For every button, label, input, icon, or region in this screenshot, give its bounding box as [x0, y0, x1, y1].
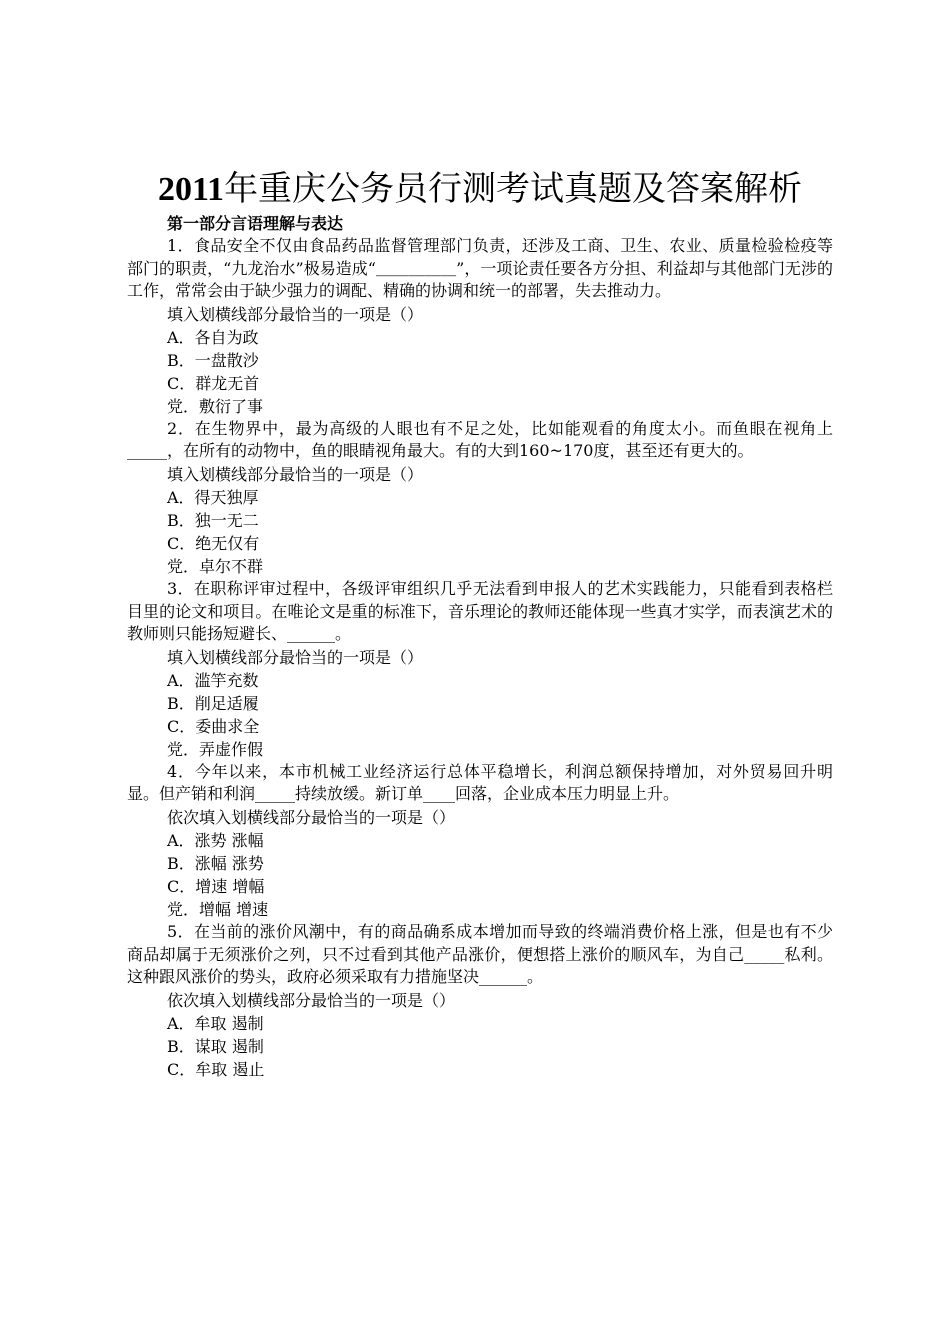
question-5	[127, 921, 833, 1081]
option-a: A．得天独厚	[167, 487, 259, 507]
question-prompt: 填入划横线部分最恰当的一项是（）	[167, 304, 424, 324]
option-c: C．委曲求全	[167, 716, 260, 736]
question-1	[127, 235, 833, 418]
question-stem: 1．食品安全不仅由食品药品监督管理部门负责，还涉及工商、卫生、农业、质量检验检疫等部门的职责，“九龙治水”极易造成“＿＿＿＿＿”，一项论责任要各方分担、利益却与其他部门无涉的工作，常常会由于缺少强力的调配、精确的协调和统一的部署，失去推动力。	[127, 236, 833, 301]
option-b: B．独一无二	[167, 510, 259, 530]
question-prompt: 填入划横线部分最恰当的一项是（）	[167, 464, 424, 484]
document-page	[127, 168, 833, 1081]
page-title	[127, 168, 833, 212]
title-year: 2011	[157, 171, 225, 208]
question-stem: 2．在生物界中，最为高级的人眼也有不足之处，比如能观看的角度太小。而鱼眼在视角上_____，在所有的动物中，鱼的眼睛视角最大。有的大到160~170度，甚至还有更大的。	[127, 418, 833, 461]
question-4	[127, 761, 833, 921]
option-a: A．滥竽充数	[167, 670, 259, 690]
option-a: A．涨势 涨幅	[167, 830, 264, 850]
option-d: 党．弄虚作假	[167, 739, 264, 759]
question-prompt: 填入划横线部分最恰当的一项是（）	[167, 647, 424, 667]
question-prompt: 依次填入划横线部分最恰当的一项是（）	[167, 990, 456, 1010]
question-stem: 5．在当前的涨价风潮中，有的商品确系成本增加而导致的终端消费价格上涨，但是也有不少商品却属于无须涨价之列，只不过看到其他产品涨价，便想搭上涨价的顺风车，为自己_____私利。这种跟风涨价的势头，政府必须采取有力措施坚决______。	[127, 921, 833, 987]
option-c: C．绝无仅有	[167, 533, 260, 553]
option-a: A．牟取 遏制	[167, 1013, 264, 1033]
question-3	[127, 578, 833, 761]
section-heading: 第一部分言语理解与表达	[167, 214, 344, 233]
option-c: C．群龙无首	[167, 373, 260, 393]
question-prompt: 依次填入划横线部分最恰当的一项是（）	[167, 807, 456, 827]
title-text: 年重庆公务员行测考试真题及答案解析	[224, 171, 803, 208]
option-b: B．涨幅 涨势	[167, 853, 264, 873]
question-stem: 3．在职称评审过程中，各级评审组织几乎无法看到申报人的艺术实践能力，只能看到表格栏目里的论文和项目。在唯论文是重的标准下，音乐理论的教师还能体现一些真才实学，而表演艺术的教师则只能扬短避长、______。	[127, 578, 833, 644]
option-b: B．削足适履	[167, 693, 259, 713]
option-b: B．谋取 遏制	[167, 1036, 264, 1056]
question-stem: 4．今年以来，本市机械工业经济运行总体平稳增长，利润总额保持增加，对外贸易回升明显。但产销和利润_____持续放缓。新订单____回落，企业成本压力明显上升。	[127, 761, 833, 804]
option-d: 党．增幅 增速	[167, 899, 269, 919]
question-2	[127, 418, 833, 578]
option-a: A．各自为政	[167, 327, 259, 347]
option-c: C．增速 增幅	[167, 876, 265, 896]
option-b: B．一盘散沙	[167, 350, 259, 370]
option-d: 党．卓尔不群	[167, 556, 264, 576]
option-d: 党．敷衍了事	[167, 396, 264, 416]
option-c: C．牟取 遏止	[167, 1059, 265, 1079]
